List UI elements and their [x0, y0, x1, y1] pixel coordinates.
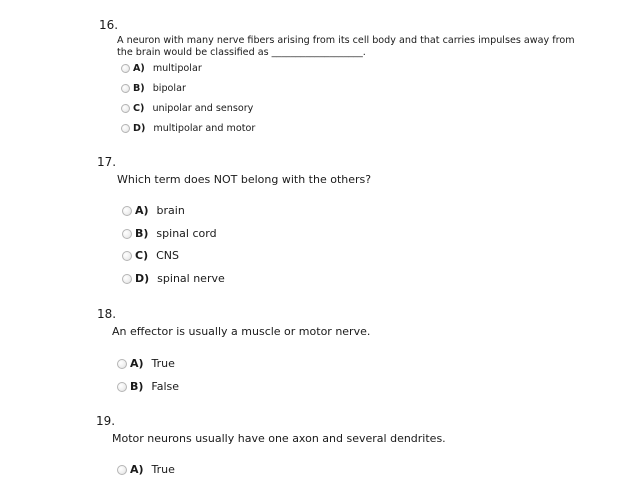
option-text: multipolar and motor	[153, 123, 256, 134]
question-number: 17.	[97, 155, 117, 169]
option-letter: C)	[135, 249, 149, 262]
option-a[interactable]	[117, 357, 175, 370]
option-letter: C)	[133, 103, 145, 114]
option-letter: D)	[133, 123, 146, 134]
radio-button[interactable]	[117, 359, 127, 369]
radio-button[interactable]	[117, 382, 127, 392]
option-letter: B)	[130, 380, 144, 393]
option-text: brain	[156, 204, 185, 217]
option-text: True	[151, 357, 175, 370]
radio-button[interactable]	[121, 124, 130, 133]
option-text: multipolar	[152, 63, 202, 74]
radio-button[interactable]	[121, 64, 130, 73]
option-text: True	[151, 463, 175, 476]
radio-button[interactable]	[122, 229, 132, 239]
question-number: 16.	[99, 18, 119, 32]
radio-button[interactable]	[121, 84, 130, 93]
radio-button[interactable]	[121, 104, 130, 113]
radio-button[interactable]	[122, 251, 132, 261]
question-text: A neuron with many nerve fibers arising from its cell body and that carries impulses away from the brain would be classified as ___________________.	[117, 35, 575, 58]
option-d[interactable]	[121, 123, 255, 134]
option-text: spinal nerve	[157, 272, 225, 285]
option-a[interactable]	[117, 463, 175, 476]
question-text: An effector is usually a muscle or motor nerve.	[112, 325, 371, 338]
radio-button[interactable]	[117, 465, 127, 475]
option-letter: A)	[135, 204, 149, 217]
option-letter: B)	[135, 227, 149, 240]
option-text: bipolar	[152, 83, 186, 94]
option-a[interactable]	[121, 63, 202, 74]
option-text: False	[151, 380, 180, 393]
radio-button[interactable]	[122, 274, 132, 284]
option-letter: A)	[133, 63, 145, 74]
option-letter: A)	[130, 357, 144, 370]
question-number: 19.	[96, 414, 116, 428]
option-c[interactable]	[121, 103, 253, 114]
option-d[interactable]	[122, 272, 225, 285]
radio-button[interactable]	[122, 206, 132, 216]
option-text: CNS	[156, 249, 180, 262]
option-letter: B)	[133, 83, 145, 94]
option-letter: D)	[135, 272, 150, 285]
option-b[interactable]	[122, 227, 217, 240]
option-text: unipolar and sensory	[152, 103, 254, 114]
question-text: Which term does NOT belong with the others?	[117, 173, 372, 186]
option-c[interactable]	[122, 249, 179, 262]
option-b[interactable]	[117, 380, 179, 393]
option-a[interactable]	[122, 204, 185, 217]
question-text: Motor neurons usually have one axon and several dendrites.	[112, 432, 446, 445]
option-b[interactable]	[121, 83, 186, 94]
option-letter: A)	[130, 463, 144, 476]
option-text: spinal cord	[156, 227, 217, 240]
question-number: 18.	[97, 307, 117, 321]
